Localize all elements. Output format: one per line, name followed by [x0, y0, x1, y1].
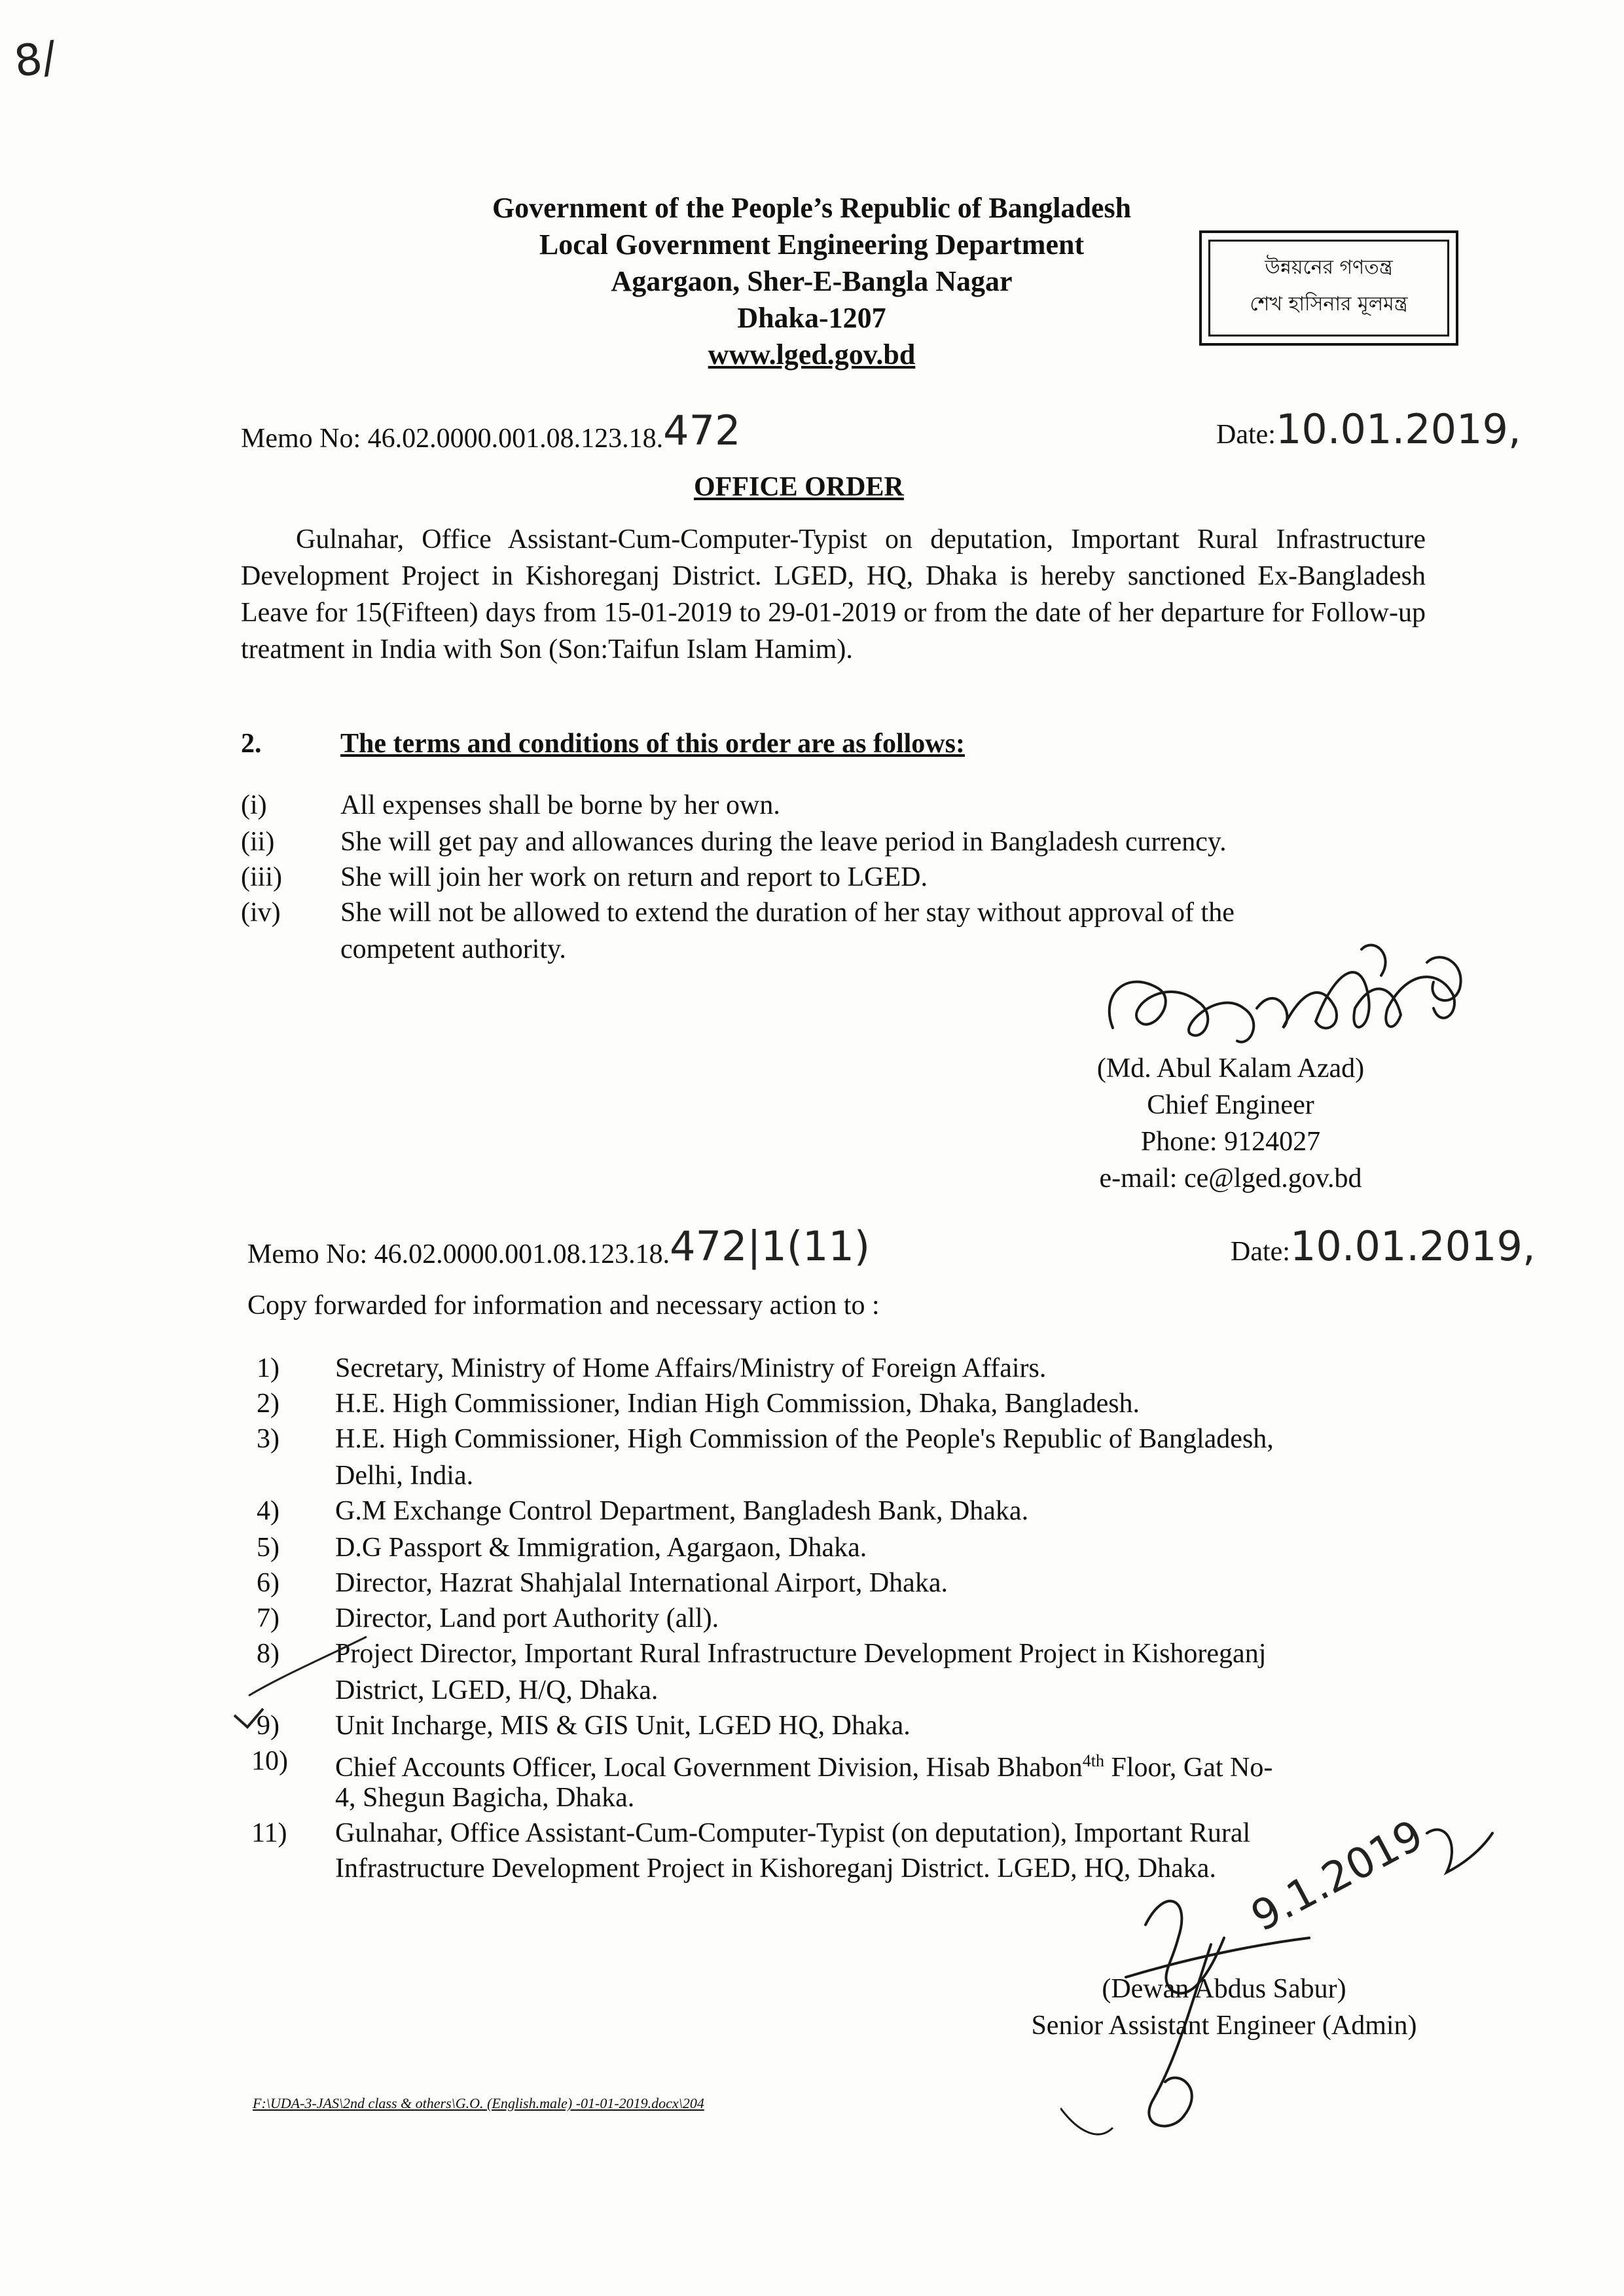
date-label: Date: [1216, 420, 1276, 450]
letterhead-website: www.lged.gov.bd [708, 338, 916, 371]
slogan-box [1199, 230, 1458, 346]
term-text-2: She will get pay and allowances during the leave period in Bangladesh currency. [340, 827, 1227, 857]
recipient-num-4: 4) [257, 1496, 280, 1526]
copy-memo-handwritten: 472|1(11) [670, 1222, 871, 1270]
order-body [241, 521, 1426, 668]
recipient-text-8: Project Director, Important Rural Infrastructure Development Project in Kishoreganj [335, 1639, 1267, 1669]
letterhead-government: Government of the People’s Republic of Bangladesh [492, 192, 1132, 224]
term-num-1: (i) [241, 790, 267, 820]
pen-strike-marks [229, 1617, 373, 1748]
recipient-text-4: G.M Exchange Control Department, Bangladesh Bank, Dhaka. [335, 1496, 1029, 1526]
copy-date-handwritten: 10.01.2019, [1290, 1222, 1536, 1270]
term-num-2: (ii) [241, 827, 275, 857]
recipient-num-2: 2) [257, 1389, 280, 1419]
recipient-num-9: 9) [257, 1711, 280, 1741]
date-handwritten: 10.01.2019, [1275, 405, 1521, 453]
copy-date [1231, 1222, 1536, 1270]
recipient-text-11-cont: Infrastructure Development Project in Kishoreganj District. LGED, HQ, Dhaka. [335, 1853, 1216, 1884]
handwritten-receive-date: 9.1.2019 [1244, 1811, 1432, 1942]
chief-engineer-block [1021, 1050, 1440, 1197]
section-number: 2. [241, 729, 262, 759]
copy-memo-number [247, 1222, 871, 1273]
recipient-text-3: H.E. High Commissioner, High Commission of the People's Republic of Bangladesh, [335, 1424, 1274, 1454]
chief-engineer-phone: Phone: 9124027 [1140, 1127, 1321, 1157]
term-text-3: She will join her work on return and report to LGED. [340, 862, 928, 892]
order-date [1216, 405, 1521, 453]
term-num-3: (iii) [241, 862, 282, 892]
letterhead [393, 190, 1231, 373]
recipient-text-5: D.G Passport & Immigration, Agargaon, Dhaka. [335, 1533, 867, 1563]
copy-memo-label: Memo No: 46.02.0000.001.08.123.18. [247, 1239, 670, 1269]
senior-engineer-name: (Dewan Abdus Sabur) [1102, 1974, 1346, 2004]
chief-engineer-email: e-mail: ce@lged.gov.bd [1099, 1163, 1362, 1194]
memo-handwritten: 472 [663, 407, 741, 454]
letterhead-city: Dhaka-1207 [737, 302, 886, 334]
slogan-text [1208, 240, 1449, 337]
recipient-num-5: 5) [257, 1533, 280, 1563]
chief-engineer-title: Chief Engineer [1147, 1090, 1314, 1120]
recipient-text-7: Director, Land port Authority (all). [335, 1603, 719, 1633]
slogan-line-1: উন্নয়নের গণতন্ত্র [1265, 256, 1393, 279]
margin-note: 8/ [10, 31, 60, 88]
section-title: The terms and conditions of this order are as follows: [340, 729, 965, 759]
recipient-num-10: 10) [251, 1746, 288, 1776]
letterhead-address: Agargaon, Sher-E-Bangla Nagar [611, 265, 1013, 297]
recipient-text-10-a: Chief Accounts Officer, Local Government Division, Hisab Bhabon [335, 1753, 1083, 1783]
term-num-4: (iv) [241, 898, 281, 928]
senior-engineer-block [995, 1971, 1453, 2044]
chief-engineer-name: (Md. Abul Kalam Azad) [1096, 1053, 1365, 1084]
recipient-text-8-cont: District, LGED, H/Q, Dhaka. [335, 1675, 659, 1705]
recipient-text-3-cont: Delhi, India. [335, 1461, 474, 1491]
recipient-num-11: 11) [251, 1818, 287, 1848]
letterhead-department: Local Government Engineering Department [539, 228, 1085, 261]
recipient-text-9: Unit Incharge, MIS & GIS Unit, LGED HQ, Dhaka. [335, 1711, 911, 1741]
copy-intro: Copy forwarded for information and necessary action to : [247, 1290, 880, 1321]
recipient-text-6: Director, Hazrat Shahjalal International Airport, Dhaka. [335, 1568, 948, 1598]
memo-number [241, 407, 741, 457]
recipient-num-8: 8) [257, 1639, 280, 1669]
recipient-num-1: 1) [257, 1353, 280, 1383]
recipient-num-3: 3) [257, 1424, 280, 1454]
term-text-1: All expenses shall be borne by her own. [340, 790, 780, 820]
recipient-num-7: 7) [257, 1603, 280, 1633]
recipient-text-2: H.E. High Commissioner, Indian High Commission, Dhaka, Bangladesh. [335, 1389, 1140, 1419]
recipient-text-1: Secretary, Ministry of Home Affairs/Ministry of Foreign Affairs. [335, 1353, 1047, 1383]
recipient-text-10-sup: 4th [1082, 1751, 1105, 1770]
recipient-text-10-cont: 4, Shegun Bagicha, Dhaka. [335, 1783, 635, 1813]
copy-date-label: Date: [1231, 1237, 1290, 1267]
order-body-text: Gulnahar, Office Assistant-Cum-Computer-Typist on deputation, Important Rural Infrastructure Development Project in Kishoreganj District. LGED, HQ, Dhaka is hereby sanctioned Ex-Bangladesh Leave for 15(Fifteen) days from 15-01-2019 to 29-01-2019 or from the date of her departure for Follow-up treatment in India with Son (Son:Taifun Islam Hamim). [241, 524, 1426, 665]
recipient-text-10-b: Floor, Gat No- [1104, 1753, 1273, 1783]
slogan-line-2: শেখ হাসিনার মূলমন্ত্র [1250, 293, 1408, 316]
senior-engineer-title: Senior Assistant Engineer (Admin) [1031, 2011, 1417, 2041]
memo-label: Memo No: 46.02.0000.001.08.123.18. [241, 424, 664, 454]
footer-file-path: F:\UDA-3-JAS\2nd class & others\G.O. (English.male) -01-01-2019.docx\204 [253, 2095, 704, 2111]
page-title: OFFICE ORDER [694, 472, 904, 502]
recipient-text-11: Gulnahar, Office Assistant-Cum-Computer-Typist (on deputation), Important Rural [335, 1818, 1251, 1848]
term-text-4: She will not be allowed to extend the duration of her stay without approval of the [340, 898, 1235, 928]
term-text-4-cont: competent authority. [340, 934, 566, 964]
recipient-num-6: 6) [257, 1568, 280, 1598]
